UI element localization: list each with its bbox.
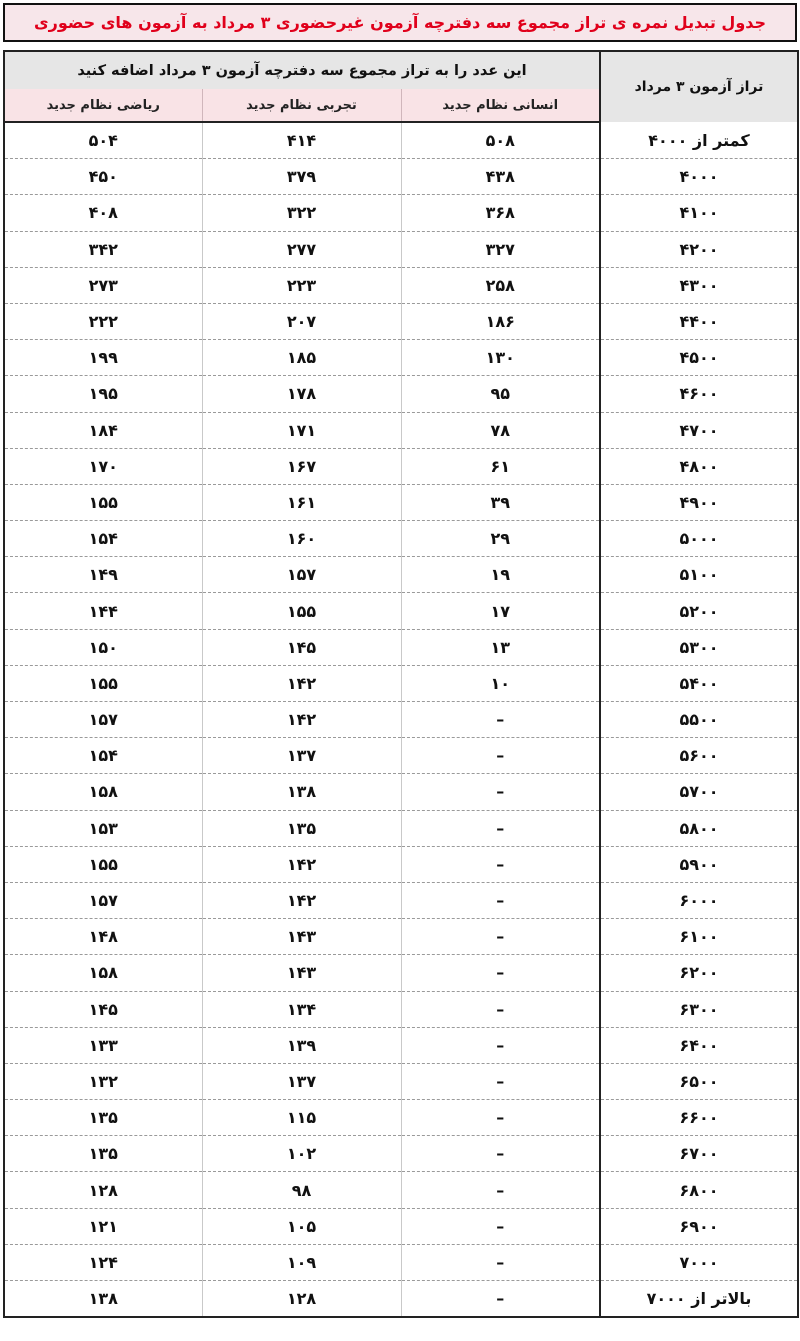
- experimental-cell: ۱۴۲: [202, 882, 401, 918]
- experimental-cell: ۹۸: [202, 1172, 401, 1208]
- experimental-cell: ۱۶۱: [202, 484, 401, 520]
- level-cell: ۶۰۰۰: [600, 882, 798, 918]
- level-cell: ۵۴۰۰: [600, 665, 798, 701]
- experimental-cell: ۱۳۹: [202, 1027, 401, 1063]
- table-row: [4, 882, 798, 918]
- table-row: [4, 484, 798, 520]
- math-cell: ۱۲۸: [4, 1172, 202, 1208]
- math-cell: ۱۳۸: [4, 1281, 202, 1318]
- humanities-cell: –: [401, 1136, 600, 1172]
- level-cell: ۶۵۰۰: [600, 1063, 798, 1099]
- humanities-cell: ۱۰: [401, 665, 600, 701]
- math-cell: ۴۰۸: [4, 195, 202, 231]
- table-row: [4, 195, 798, 231]
- table-row: [4, 1027, 798, 1063]
- table-row: [4, 231, 798, 267]
- humanities-cell: –: [401, 919, 600, 955]
- humanities-cell: –: [401, 774, 600, 810]
- level-cell: ۵۹۰۰: [600, 846, 798, 882]
- humanities-cell: ۵۰۸: [401, 122, 600, 159]
- level-cell: ۶۳۰۰: [600, 991, 798, 1027]
- level-cell: ۵۸۰۰: [600, 810, 798, 846]
- level-cell: ۶۴۰۰: [600, 1027, 798, 1063]
- math-cell: ۲۲۲: [4, 303, 202, 339]
- table-row: [4, 159, 798, 195]
- experimental-cell: ۱۲۸: [202, 1281, 401, 1318]
- humanities-cell: –: [401, 1063, 600, 1099]
- math-column-header: ریاضی نظام جدید: [4, 89, 202, 122]
- experimental-cell: ۱۳۴: [202, 991, 401, 1027]
- humanities-cell: –: [401, 846, 600, 882]
- table-row: [4, 303, 798, 339]
- table-row: [4, 1281, 798, 1318]
- experimental-cell: ۳۲۲: [202, 195, 401, 231]
- humanities-cell: –: [401, 702, 600, 738]
- table-row: [4, 1100, 798, 1136]
- level-cell: ۶۹۰۰: [600, 1208, 798, 1244]
- math-cell: ۴۵۰: [4, 159, 202, 195]
- level-cell: ۴۰۰۰: [600, 159, 798, 195]
- level-cell: ۴۴۰۰: [600, 303, 798, 339]
- humanities-cell: ۹۵: [401, 376, 600, 412]
- table-row: [4, 738, 798, 774]
- math-cell: ۱۵۸: [4, 774, 202, 810]
- experimental-cell: ۱۸۵: [202, 340, 401, 376]
- level-cell: ۵۶۰۰: [600, 738, 798, 774]
- experimental-cell: ۱۴۲: [202, 846, 401, 882]
- math-cell: ۱۴۹: [4, 557, 202, 593]
- conversion-table: [3, 50, 799, 1318]
- math-cell: ۱۵۴: [4, 521, 202, 557]
- level-cell: ۴۱۰۰: [600, 195, 798, 231]
- experimental-column-header: تجربی نظام جدید: [202, 89, 401, 122]
- humanities-cell: ۶۱: [401, 448, 600, 484]
- level-cell: ۶۸۰۰: [600, 1172, 798, 1208]
- humanities-cell: ۷۸: [401, 412, 600, 448]
- experimental-cell: ۱۳۵: [202, 810, 401, 846]
- level-cell: ۴۲۰۰: [600, 231, 798, 267]
- level-cell: ۶۱۰۰: [600, 919, 798, 955]
- experimental-cell: ۱۴۳: [202, 919, 401, 955]
- table-title: جدول تبدیل نمره ی تراز مجموع سه دفترچه آزمون غیرحضوری ۳ مرداد به آزمون های حضوری: [3, 3, 797, 42]
- experimental-cell: ۱۴۲: [202, 702, 401, 738]
- math-cell: ۱۵۷: [4, 702, 202, 738]
- level-cell: ۵۳۰۰: [600, 629, 798, 665]
- level-cell: ۴۶۰۰: [600, 376, 798, 412]
- table-row: [4, 557, 798, 593]
- humanities-cell: –: [401, 991, 600, 1027]
- humanities-cell: ۳۹: [401, 484, 600, 520]
- experimental-cell: ۱۷۸: [202, 376, 401, 412]
- table-body: [4, 122, 798, 1317]
- humanities-cell: ۱۹: [401, 557, 600, 593]
- math-cell: ۱۵۵: [4, 665, 202, 701]
- table-row: [4, 267, 798, 303]
- experimental-cell: ۱۴۵: [202, 629, 401, 665]
- level-cell: کمتر از ۴۰۰۰: [600, 122, 798, 159]
- humanities-cell: ۱۸۶: [401, 303, 600, 339]
- experimental-cell: ۱۳۷: [202, 1063, 401, 1099]
- humanities-cell: –: [401, 810, 600, 846]
- level-cell: ۴۸۰۰: [600, 448, 798, 484]
- table-row: [4, 774, 798, 810]
- level-cell: ۴۷۰۰: [600, 412, 798, 448]
- level-cell: ۵۰۰۰: [600, 521, 798, 557]
- experimental-cell: ۱۵۷: [202, 557, 401, 593]
- humanities-cell: –: [401, 1172, 600, 1208]
- level-cell: ۴۹۰۰: [600, 484, 798, 520]
- level-cell: ۶۶۰۰: [600, 1100, 798, 1136]
- table-row: [4, 1136, 798, 1172]
- experimental-cell: ۳۷۹: [202, 159, 401, 195]
- level-cell: ۶۷۰۰: [600, 1136, 798, 1172]
- experimental-cell: ۱۰۵: [202, 1208, 401, 1244]
- humanities-cell: ۳۲۷: [401, 231, 600, 267]
- math-cell: ۱۳۲: [4, 1063, 202, 1099]
- experimental-cell: ۲۲۳: [202, 267, 401, 303]
- experimental-cell: ۲۷۷: [202, 231, 401, 267]
- table-row: [4, 919, 798, 955]
- math-cell: ۱۵۵: [4, 484, 202, 520]
- level-cell: ۵۱۰۰: [600, 557, 798, 593]
- experimental-cell: ۱۴۲: [202, 665, 401, 701]
- table-row: [4, 412, 798, 448]
- humanities-cell: –: [401, 738, 600, 774]
- table-row: [4, 665, 798, 701]
- table-row: [4, 376, 798, 412]
- math-cell: ۱۵۷: [4, 882, 202, 918]
- level-cell: بالاتر از ۷۰۰۰: [600, 1281, 798, 1318]
- level-cell: ۷۰۰۰: [600, 1244, 798, 1280]
- table-row: [4, 521, 798, 557]
- level-cell: ۵۵۰۰: [600, 702, 798, 738]
- experimental-cell: ۱۶۷: [202, 448, 401, 484]
- experimental-cell: ۱۰۲: [202, 1136, 401, 1172]
- humanities-cell: –: [401, 1027, 600, 1063]
- math-cell: ۱۹۵: [4, 376, 202, 412]
- humanities-cell: ۱۳۰: [401, 340, 600, 376]
- table-row: [4, 629, 798, 665]
- math-cell: ۱۵۸: [4, 955, 202, 991]
- humanities-cell: –: [401, 1208, 600, 1244]
- math-cell: ۱۹۹: [4, 340, 202, 376]
- table-row: [4, 702, 798, 738]
- math-cell: ۱۵۵: [4, 846, 202, 882]
- table-row: [4, 1244, 798, 1280]
- humanities-cell: ۲۹: [401, 521, 600, 557]
- experimental-cell: ۱۵۵: [202, 593, 401, 629]
- experimental-cell: ۱۰۹: [202, 1244, 401, 1280]
- experimental-cell: ۴۱۴: [202, 122, 401, 159]
- math-cell: ۱۴۸: [4, 919, 202, 955]
- experimental-cell: ۱۱۵: [202, 1100, 401, 1136]
- level-cell: ۴۳۰۰: [600, 267, 798, 303]
- table-row: [4, 955, 798, 991]
- table-row: [4, 340, 798, 376]
- group-heading: این عدد را به تراز مجموع سه دفترچه آزمون ۳ مرداد اضافه کنید: [4, 51, 600, 89]
- humanities-cell: ۱۳: [401, 629, 600, 665]
- experimental-cell: ۱۳۸: [202, 774, 401, 810]
- table-row: [4, 122, 798, 159]
- math-cell: ۱۲۴: [4, 1244, 202, 1280]
- math-cell: ۵۰۴: [4, 122, 202, 159]
- humanities-cell: ۳۶۸: [401, 195, 600, 231]
- math-cell: ۱۴۵: [4, 991, 202, 1027]
- humanities-cell: –: [401, 1100, 600, 1136]
- math-cell: ۱۵۳: [4, 810, 202, 846]
- table-row: [4, 1208, 798, 1244]
- experimental-cell: ۱۷۱: [202, 412, 401, 448]
- experimental-cell: ۱۶۰: [202, 521, 401, 557]
- humanities-column-header: انسانی نظام جدید: [401, 89, 600, 122]
- table-row: [4, 448, 798, 484]
- level-cell: ۵۲۰۰: [600, 593, 798, 629]
- math-cell: ۱۴۴: [4, 593, 202, 629]
- experimental-cell: ۱۴۳: [202, 955, 401, 991]
- table-row: [4, 1063, 798, 1099]
- math-cell: ۱۳۵: [4, 1100, 202, 1136]
- table-row: [4, 810, 798, 846]
- table-row: [4, 991, 798, 1027]
- math-cell: ۱۵۰: [4, 629, 202, 665]
- humanities-cell: ۴۳۸: [401, 159, 600, 195]
- level-cell: ۴۵۰۰: [600, 340, 798, 376]
- math-cell: ۱۳۵: [4, 1136, 202, 1172]
- humanities-cell: ۲۵۸: [401, 267, 600, 303]
- level-cell: ۶۲۰۰: [600, 955, 798, 991]
- math-cell: ۱۵۴: [4, 738, 202, 774]
- math-cell: ۳۴۲: [4, 231, 202, 267]
- level-column-header: تراز آزمون ۳ مرداد: [600, 51, 798, 122]
- experimental-cell: ۱۳۷: [202, 738, 401, 774]
- experimental-cell: ۲۰۷: [202, 303, 401, 339]
- level-cell: ۵۷۰۰: [600, 774, 798, 810]
- math-cell: ۱۲۱: [4, 1208, 202, 1244]
- math-cell: ۲۷۳: [4, 267, 202, 303]
- humanities-cell: ۱۷: [401, 593, 600, 629]
- math-cell: ۱۸۴: [4, 412, 202, 448]
- table-row: [4, 1172, 798, 1208]
- humanities-cell: –: [401, 955, 600, 991]
- humanities-cell: –: [401, 882, 600, 918]
- humanities-cell: –: [401, 1281, 600, 1318]
- table-row: [4, 593, 798, 629]
- math-cell: ۱۳۳: [4, 1027, 202, 1063]
- table-row: [4, 846, 798, 882]
- math-cell: ۱۷۰: [4, 448, 202, 484]
- humanities-cell: –: [401, 1244, 600, 1280]
